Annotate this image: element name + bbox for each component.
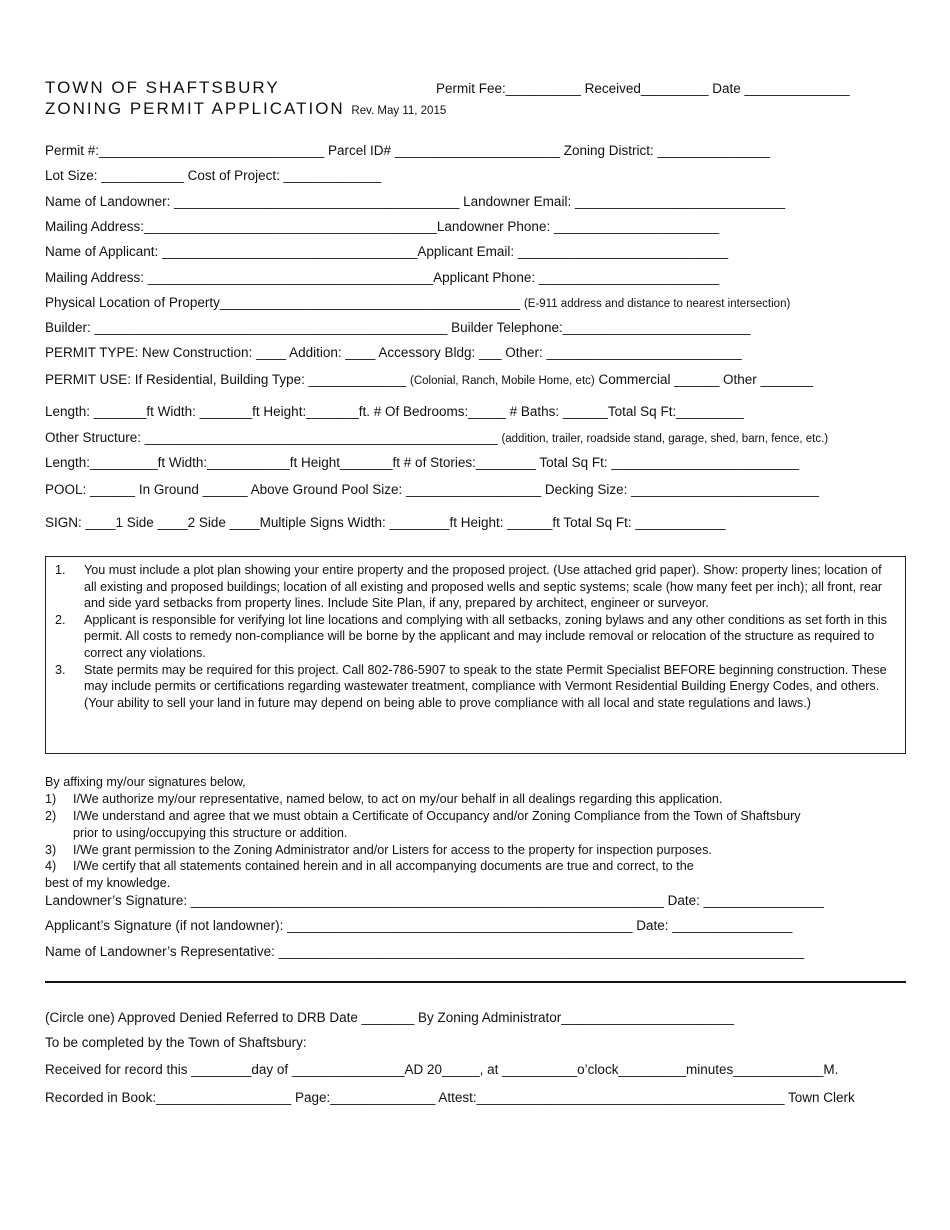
town-name: TOWN OF SHAFTSBURY [45,78,280,97]
declaration-item [45,809,801,823]
declaration-number: 2) [45,809,57,823]
instruction-item [55,662,895,712]
lot-size-cost-line[interactable]: Lot Size: ___________ Cost of Project: _____________ [45,168,382,183]
dimensions-line[interactable]: Length: _______ft Width: _______ft Height:_______ft. # Of Bedrooms:_____ # Baths: ______Total Sq Ft:_________ [45,404,744,419]
revision-date: Rev. May 11, 2015 [351,105,447,117]
divider [45,981,906,983]
declaration-text: I/We authorize my/our representative, named below, to act on my/our behalf in all dealings regarding this application. [73,792,723,806]
other-structure-field[interactable]: Other Structure: _______________________________________________ [45,430,498,445]
applicant-signature-line[interactable]: Applicant’s Signature (if not landowner): ______________________________________________ Date: ________________ [45,918,793,933]
declaration-text: prior to using/occupying this structure or addition. [73,826,348,840]
property-location-line[interactable] [45,295,790,310]
property-location-note: (E-911 address and distance to nearest intersection) [523,298,791,310]
permit-parcel-zoning-line[interactable]: Permit #:______________________________ Parcel ID# ______________________ Zoning District: _______________ [45,143,771,158]
pool-line[interactable]: POOL: ______ In Ground ______ Above Ground Pool Size: __________________ Decking Size: _________________________ [45,482,819,497]
other-structure-dimensions-line[interactable]: Length:_________ft Width:___________ft Height_______ft # of Stories:________ Total Sq Ft: _________________________ [45,455,800,470]
builder-line[interactable]: Builder: _______________________________________________ Builder Telephone:_________________________ [45,320,751,335]
received-for-record-line[interactable]: Received for record this ________day of _______________AD 20_____, at __________o’clock_________minutes____________M. [45,1062,839,1077]
landowner-signature-line[interactable]: Landowner’s Signature: _______________________________________________________________ Date: ________________ [45,893,824,908]
declaration-item [45,792,723,806]
declaration-intro: By affixing my/our signatures below, [45,775,246,789]
landowner-address-phone-line[interactable]: Mailing Address:_______________________________________Landowner Phone: ______________________ [45,219,720,234]
form-title-text: ZONING PERMIT APPLICATION [45,99,345,118]
instructions-list [55,562,895,711]
property-location-field[interactable]: Physical Location of Property________________________________________ [45,295,521,310]
permit-type-line[interactable]: PERMIT TYPE: New Construction: ____ Addition: ____ Accessory Bldg: ___ Other: __________________________ [45,345,742,360]
instruction-text: You must include a plot plan showing your entire property and the proposed project. (Use attached grid paper). Show: property lines; location of all existing and proposed buildings; location of all existing and proposed wells and septic systems; scale (how many feet per inch); all front, rear and side yard setbacks from property lines. Include Site Plan, if any, prepared by architect, engineer or surveyor. [84,563,883,611]
building-type-field[interactable]: PERMIT USE: If Residential, Building Type: _____________ [45,372,407,387]
instruction-number: 3. [55,662,66,677]
declaration-number: 1) [45,792,57,806]
building-type-note: (Colonial, Ranch, Mobile Home, etc) [410,375,595,387]
declaration-item [45,859,694,873]
instruction-item [55,562,895,612]
other-structure-line[interactable] [45,430,828,445]
declaration-tail: best of my knowledge. [45,876,171,890]
applicant-name-email-line[interactable]: Name of Applicant: __________________________________Applicant Email: ____________________________ [45,244,729,259]
instruction-text: State permits may be required for this project. Call 802-786-5907 to speak to the state Permit Specialist BEFORE beginning construction. These may include permits or certifications regarding wastewater treatment, compliance with Vermont Residential Building Energy Codes, and others. (Your ability to sell your land in future may depend on being able to prove compliance with all local and state regulations and laws.) [84,662,887,710]
sign-line[interactable]: SIGN: ____1 Side ____2 Side ____Multiple Signs Width: ________ft Height: ______ft Total Sq Ft: ____________ [45,515,726,530]
fee-received-date-line[interactable]: Permit Fee:__________ Received_________ Date ______________ [436,81,850,96]
declaration-number: 4) [45,859,57,873]
approval-line[interactable]: (Circle one) Approved Denied Referred to DRB Date _______ By Zoning Administrator_______________________ [45,1010,734,1025]
declaration-number: 3) [45,843,57,857]
declaration-item [45,843,712,857]
declaration-text: I/We understand and agree that we must obtain a Certificate of Occupancy and/or Zoning Compliance from the Town of Shaftsbury [73,809,801,823]
instruction-number: 2. [55,612,66,627]
recorded-book-line[interactable]: Recorded in Book:__________________ Page:______________ Attest:_________________________________________ Town Clerk [45,1090,855,1105]
declaration-text: I/We grant permission to the Zoning Administrator and/or Listers for access to the property for inspection purposes. [73,843,712,857]
applicant-address-phone-line[interactable]: Mailing Address: ______________________________________Applicant Phone: ________________________ [45,270,720,285]
declaration-text: I/We certify that all statements contained herein and in all accompanying documents are true and correct, to the [73,859,694,873]
other-structure-note: (addition, trailer, roadside stand, garage, shed, barn, fence, etc.) [501,433,829,445]
instruction-text: Applicant is responsible for verifying lot line locations and complying with all setbacks, zoning bylaws and any other conditions as set forth in this permit. All costs to remedy non-compliance will be borne by the applicant and may include removal or relocation of the structure as required to correct any violations. [84,612,887,660]
form-title [45,99,446,119]
representative-name-line[interactable]: Name of Landowner’s Representative: ______________________________________________________________________ [45,944,805,959]
landowner-name-email-line[interactable]: Name of Landowner: ______________________________________ Landowner Email: ____________________________ [45,194,786,209]
instruction-number: 1. [55,563,66,577]
permit-use-line[interactable] [45,372,813,387]
commercial-other-field[interactable]: Commercial ______ Other _______ [598,372,814,387]
town-use-heading: To be completed by the Town of Shaftsbury: [45,1035,307,1050]
instruction-item [55,612,895,662]
